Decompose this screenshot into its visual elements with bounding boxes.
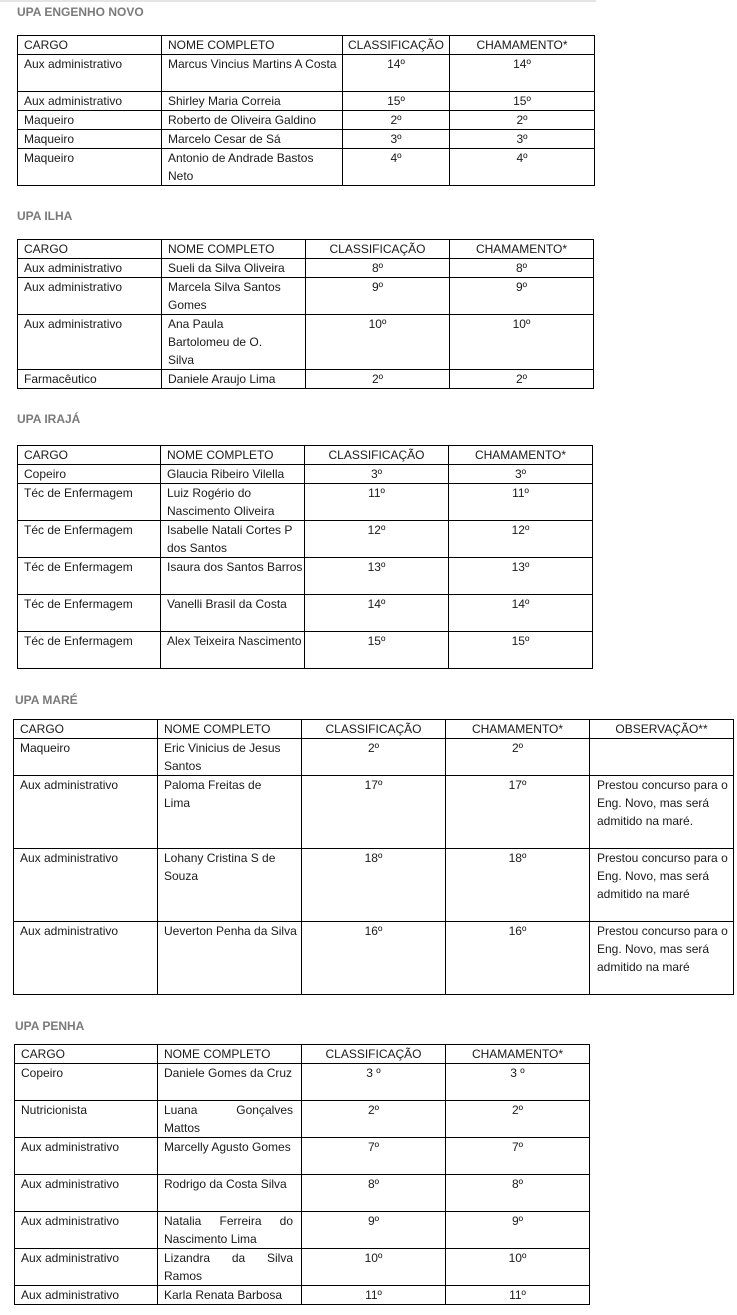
table-row (18, 558, 593, 595)
header-classificacao: CLASSIFICAÇÃO (302, 720, 446, 739)
table-row (18, 278, 594, 315)
table-row (15, 1212, 590, 1249)
cell-nome: Ueverton Penha da Silva (158, 922, 302, 995)
cell-cargo: Maqueiro (18, 149, 162, 186)
header-classificacao: CLASSIFICAÇÃO (305, 446, 449, 465)
cell-nome: Natalia Ferreira do Nascimento Lima (158, 1212, 302, 1249)
section-title: UPA ILHA (17, 209, 73, 223)
section-title: UPA ENGENHO NOVO (17, 5, 144, 19)
cell-nome: Daniele Gomes da Cruz (158, 1064, 302, 1101)
cell-cargo: Téc de Enfermagem (18, 632, 161, 669)
cell-chamamento: 2º (446, 739, 590, 776)
header-classificacao: CLASSIFICAÇÃO (302, 1045, 446, 1064)
cell-nome: Antonio de Andrade Bastos Neto (162, 149, 343, 186)
cell-classificacao: 4º (343, 149, 450, 186)
cell-chamamento: 15º (449, 632, 593, 669)
cell-chamamento: 10º (446, 1249, 590, 1286)
cell-chamamento: 16º (446, 922, 590, 995)
cell-chamamento: 18º (446, 849, 590, 922)
cell-nome: Marcelly Agusto Gomes (158, 1138, 302, 1175)
table-header-row (18, 240, 594, 259)
cell-chamamento: 13º (449, 558, 593, 595)
cell-cargo: Téc de Enfermagem (18, 484, 161, 521)
cell-nome: Marcela Silva Santos Gomes (162, 278, 306, 315)
cell-cargo: Farmacêutico (18, 370, 162, 389)
header-nome: NOME COMPLETO (162, 240, 306, 259)
cell-nome: Luana Gonçalves Mattos (158, 1101, 302, 1138)
cell-nome: Eric Vinicius de Jesus Santos (158, 739, 302, 776)
cell-nome: Isabelle Natali Cortes P dos Santos (161, 521, 305, 558)
cell-nome: Lizandra da Silva Ramos (158, 1249, 302, 1286)
cell-cargo: Aux administrativo (18, 92, 162, 111)
cell-nome: Paloma Freitas de Lima (158, 776, 302, 849)
cell-classificacao: 2º (306, 370, 450, 389)
table-row (18, 484, 593, 521)
table-row (18, 315, 594, 370)
table-header-row (18, 36, 595, 55)
cell-chamamento: 17º (446, 776, 590, 849)
header-cargo: CARGO (18, 240, 162, 259)
cell-cargo: Aux administrativo (14, 922, 158, 995)
table-header-row (18, 446, 593, 465)
header-chamamento: CHAMAMENTO* (449, 446, 593, 465)
cell-cargo: Aux administrativo (15, 1212, 158, 1249)
cell-nome: Isaura dos Santos Barros (161, 558, 305, 595)
table-row (18, 465, 593, 484)
cell-classificacao: 8º (302, 1175, 446, 1212)
cell-cargo: Maqueiro (18, 130, 162, 149)
header-cargo: CARGO (14, 720, 158, 739)
cell-cargo: Aux administrativo (18, 55, 162, 92)
cell-cargo: Aux administrativo (15, 1249, 158, 1286)
table-row (18, 149, 595, 186)
cell-chamamento: 12º (449, 521, 593, 558)
cell-cargo: Téc de Enfermagem (18, 521, 161, 558)
cell-chamamento: 2º (446, 1101, 590, 1138)
cell-cargo: Aux administrativo (18, 259, 162, 278)
table-row (15, 1286, 590, 1305)
cell-classificacao: 17º (302, 776, 446, 849)
cell-chamamento: 3º (449, 465, 593, 484)
cell-cargo: Copeiro (15, 1064, 158, 1101)
table-upa-iraja (17, 445, 593, 669)
header-chamamento: CHAMAMENTO* (450, 240, 594, 259)
cell-cargo: Nutricionista (15, 1101, 158, 1138)
cell-classificacao: 13º (305, 558, 449, 595)
table-row (18, 92, 595, 111)
cell-chamamento: 11º (446, 1286, 590, 1305)
table-upa-engenho-novo (17, 35, 595, 186)
header-chamamento: CHAMAMENTO* (446, 720, 590, 739)
table-row (18, 521, 593, 558)
cell-nome: Sueli da Silva Oliveira (162, 259, 306, 278)
cell-classificacao: 10º (302, 1249, 446, 1286)
cell-cargo: Maqueiro (14, 739, 158, 776)
cell-observacao: Prestou concurso para o Eng. Novo, mas será admitido na maré (590, 849, 734, 922)
header-observacao: OBSERVAÇÃO** (590, 720, 734, 739)
cell-nome: Karla Renata Barbosa (158, 1286, 302, 1305)
cell-nome: Lohany Cristina S de Souza (158, 849, 302, 922)
cell-chamamento: 4º (450, 149, 595, 186)
cell-chamamento: 2º (450, 370, 594, 389)
table-row (14, 849, 734, 922)
table-row (14, 922, 734, 995)
header-chamamento: CHAMAMENTO* (446, 1045, 590, 1064)
cell-cargo: Aux administrativo (15, 1286, 158, 1305)
header-classificacao: CLASSIFICAÇÃO (343, 36, 450, 55)
cell-cargo: Aux administrativo (14, 776, 158, 849)
table-row (18, 259, 594, 278)
cell-classificacao: 3 º (302, 1064, 446, 1101)
cell-classificacao: 3º (343, 130, 450, 149)
table-row (14, 739, 734, 776)
table-row (14, 776, 734, 849)
cell-classificacao: 2º (302, 739, 446, 776)
cell-chamamento: 14º (449, 595, 593, 632)
table-row (18, 632, 593, 669)
section-title: UPA MARÉ (15, 693, 78, 707)
cell-classificacao: 11º (305, 484, 449, 521)
cell-classificacao: 2º (343, 111, 450, 130)
cell-nome: Vanelli Brasil da Costa (161, 595, 305, 632)
cell-classificacao: 15º (305, 632, 449, 669)
table-row (18, 55, 595, 92)
cell-cargo: Aux administrativo (18, 278, 162, 315)
table-row (15, 1064, 590, 1101)
cell-nome: Roberto de Oliveira Galdino (162, 111, 343, 130)
table-row (18, 111, 595, 130)
cell-nome: Ana Paula Bartolomeu de O. Silva (162, 315, 306, 370)
table-header-row (14, 720, 734, 739)
section-title: UPA IRAJÁ (17, 412, 81, 426)
cell-classificacao: 15º (343, 92, 450, 111)
header-cargo: CARGO (15, 1045, 158, 1064)
table-row (18, 130, 595, 149)
cell-cargo: Aux administrativo (15, 1175, 158, 1212)
cell-chamamento: 2º (450, 111, 595, 130)
cell-observacao (590, 739, 734, 776)
cell-classificacao: 18º (302, 849, 446, 922)
cell-cargo: Maqueiro (18, 111, 162, 130)
header-nome: NOME COMPLETO (158, 1045, 302, 1064)
cell-classificacao: 14º (305, 595, 449, 632)
table-row (15, 1101, 590, 1138)
cell-chamamento: 15º (450, 92, 595, 111)
cell-classificacao: 7º (302, 1138, 446, 1175)
header-nome: NOME COMPLETO (158, 720, 302, 739)
cell-classificacao: 12º (305, 521, 449, 558)
cell-cargo: Copeiro (18, 465, 161, 484)
header-nome: NOME COMPLETO (162, 36, 343, 55)
header-classificacao: CLASSIFICAÇÃO (306, 240, 450, 259)
header-chamamento: CHAMAMENTO* (450, 36, 595, 55)
cell-nome: Luiz Rogério do Nascimento Oliveira (161, 484, 305, 521)
table-upa-ilha (17, 239, 594, 389)
cell-classificacao: 10º (306, 315, 450, 370)
cell-cargo: Aux administrativo (15, 1138, 158, 1175)
cell-nome: Shirley Maria Correia (162, 92, 343, 111)
cell-chamamento: 10º (450, 315, 594, 370)
cell-chamamento: 9º (450, 278, 594, 315)
cell-nome: Daniele Araujo Lima (162, 370, 306, 389)
cell-cargo: Téc de Enfermagem (18, 595, 161, 632)
cell-nome: Marcelo Cesar de Sá (162, 130, 343, 149)
cell-nome: Glaucia Ribeiro Vilella (161, 465, 305, 484)
table-row (15, 1175, 590, 1212)
cell-classificacao: 3º (305, 465, 449, 484)
header-cargo: CARGO (18, 36, 162, 55)
cell-cargo: Aux administrativo (18, 315, 162, 370)
table-row (18, 370, 594, 389)
cell-classificacao: 11º (302, 1286, 446, 1305)
top-divider (0, 0, 596, 2)
cell-cargo: Aux administrativo (14, 849, 158, 922)
cell-chamamento: 7º (446, 1138, 590, 1175)
cell-chamamento: 14º (450, 55, 595, 92)
cell-classificacao: 2º (302, 1101, 446, 1138)
cell-chamamento: 8º (446, 1175, 590, 1212)
cell-nome: Alex Teixeira Nascimento (161, 632, 305, 669)
header-cargo: CARGO (18, 446, 161, 465)
section-title: UPA PENHA (15, 1019, 85, 1033)
table-header-row (15, 1045, 590, 1064)
cell-classificacao: 9º (302, 1212, 446, 1249)
cell-classificacao: 9º (306, 278, 450, 315)
cell-observacao: Prestou concurso para o Eng. Novo, mas será admitido na maré. (590, 776, 734, 849)
table-row (18, 595, 593, 632)
cell-chamamento: 3º (450, 130, 595, 149)
cell-observacao: Prestou concurso para o Eng. Novo, mas será admitido na maré (590, 922, 734, 995)
header-nome: NOME COMPLETO (161, 446, 305, 465)
cell-chamamento: 3 º (446, 1064, 590, 1101)
cell-classificacao: 14º (343, 55, 450, 92)
table-upa-mare (13, 719, 734, 995)
table-upa-penha (14, 1044, 590, 1305)
cell-classificacao: 16º (302, 922, 446, 995)
cell-nome: Marcus Vincius Martins A Costa (162, 55, 343, 92)
table-row (15, 1138, 590, 1175)
cell-chamamento: 8º (450, 259, 594, 278)
cell-chamamento: 11º (449, 484, 593, 521)
cell-nome: Rodrigo da Costa Silva (158, 1175, 302, 1212)
cell-classificacao: 8º (306, 259, 450, 278)
cell-chamamento: 9º (446, 1212, 590, 1249)
table-row (15, 1249, 590, 1286)
cell-cargo: Téc de Enfermagem (18, 558, 161, 595)
